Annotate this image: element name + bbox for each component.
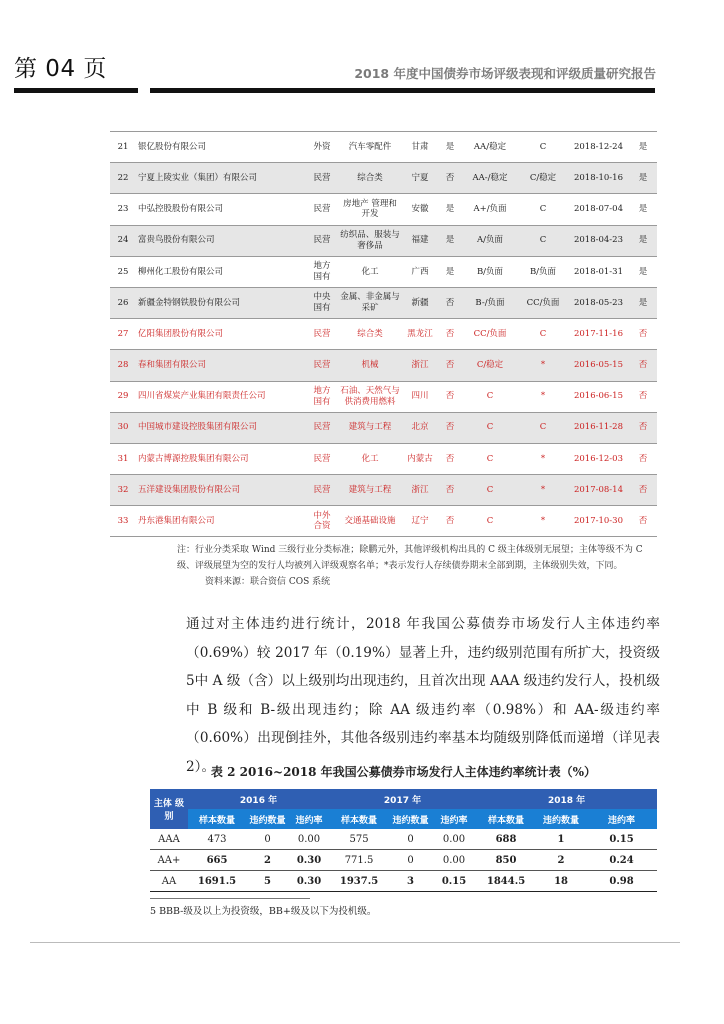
default-date: 2018-01-31 [573,266,623,277]
initial-rating: C [462,475,518,506]
rate-cell: 3 [389,871,432,892]
rate-cell: 0.00 [289,829,329,850]
table-row [110,319,657,350]
industry: 建筑与工程 [338,475,402,506]
industry: 纺织品、服装与 奢侈品 [338,225,402,256]
sub-header: 违约数量 [536,809,586,829]
observation-flag: 是 [638,266,648,277]
rate-cell: 575 [329,829,389,850]
rate-cell: 1844.5 [476,871,536,892]
initial-rating: C [462,412,518,443]
listed-flag: 否 [438,350,462,381]
table-row [110,287,657,318]
default-rating: * [540,453,546,464]
table-row [110,132,657,163]
industry: 金属、非金属与 采矿 [338,287,402,318]
industry: 综合类 [357,328,383,339]
sub-header: 违约率 [432,809,476,829]
initial-rating: AA-/稳定 [462,163,518,194]
initial-rating: CC/负面 [473,328,507,339]
ownership-type: 民营 [306,475,338,506]
note-source: 资料来源：联合资信 COS 系统 [205,577,331,587]
initial-rating: A/负面 [462,225,518,256]
industry: 化工 [361,266,379,277]
sub-header: 违约数量 [246,809,289,829]
sub-header: 违约率 [586,809,657,829]
ownership-type: 民营 [306,163,338,194]
rate-cell: 0.00 [432,829,476,850]
default-rating: CC/负面 [518,287,568,318]
footnote-rule [150,898,310,899]
rate-row [150,829,657,850]
rate-cell: 771.5 [329,850,389,871]
sub-header: 样本数量 [476,809,536,829]
default-date: 2016-12-03 [573,453,623,464]
default-rating: C [539,204,547,215]
rate-cell: 1 [536,829,586,850]
region: 新疆 [402,287,438,318]
rating-label: AA+ [150,850,188,871]
footnote: 5 BBB-级及以上为投资级，BB+级及以下为投机级。 [150,906,377,917]
header-year-2017: 2017 年 [329,789,476,809]
default-rating: C [539,328,547,339]
table-row [110,412,657,443]
rate-cell: 1937.5 [329,871,389,892]
initial-rating: B/负面 [476,266,504,277]
industry: 石油、天然气与 供消费用燃料 [340,385,400,407]
listed-flag: 否 [438,163,462,194]
default-rating: * [540,391,546,402]
initial-rating: A+/负面 [473,204,507,215]
default-rating: C [518,412,568,443]
row-number: 31 [117,453,129,464]
observation-flag: 否 [629,412,657,443]
default-rating: B/负面 [529,266,557,277]
initial-rating: C [486,516,494,527]
row-number: 21 [117,141,129,152]
row-number: 32 [110,475,136,506]
issuer-name: 富贵鸟股份有限公司 [136,225,306,256]
issuer-name: 四川省煤炭产业集团有限责任公司 [138,391,266,402]
issuer-name: 内蒙古博源控股集团有限公司 [138,453,249,464]
ownership-type: 民营 [313,328,331,339]
issuer-name: 柳州化工股份有限公司 [138,266,224,277]
initial-rating: C [486,391,494,402]
table-row [110,256,657,287]
rate-cell: 0.30 [289,850,329,871]
rate-cell: 0.24 [586,850,657,871]
observation-flag: 是 [629,225,657,256]
observation-flag: 否 [638,391,648,402]
rate-cell: 5 [246,871,289,892]
default-rating: * [518,350,568,381]
ownership-type: 民营 [306,225,338,256]
observation-flag: 否 [638,328,648,339]
row-number: 22 [110,163,136,194]
observation-flag: 是 [629,163,657,194]
rate-cell: 1691.5 [188,871,246,892]
table2-caption: 表 2 2016~2018 年我国公募债券市场发行人主体违约率统计表（%） [210,765,597,779]
default-date: 2016-06-15 [573,391,623,402]
header-rating: 主体 级别 [150,789,188,829]
ownership-type: 民营 [313,453,331,464]
row-number: 28 [110,350,136,381]
row-number: 30 [110,412,136,443]
region: 浙江 [402,350,438,381]
industry: 房地产 管理和开发 [343,198,397,220]
default-rating: C [539,141,547,152]
rate-cell: 688 [476,829,536,850]
row-number: 23 [117,204,129,215]
table-row [110,350,657,381]
issuer-name: 五洋建设集团股份有限公司 [136,475,306,506]
header-rule-right [150,88,655,93]
region: 北京 [402,412,438,443]
rate-row [150,850,657,871]
region: 甘肃 [411,141,429,152]
default-rating: * [518,475,568,506]
issuer-name: 中弘控股股份有限公司 [138,204,224,215]
sub-header: 样本数量 [329,809,389,829]
table-note [177,542,657,590]
issuer-name: 宁夏上陵实业（集团）有限公司 [136,163,306,194]
default-date: 2018-10-16 [568,163,629,194]
default-date: 2017-11-16 [573,328,623,339]
ownership-type: 民营 [306,350,338,381]
default-date: 2017-08-14 [568,475,629,506]
rate-cell: 850 [476,850,536,871]
region: 内蒙古 [407,453,433,464]
issuer-name: 丹东港集团有限公司 [138,516,215,527]
row-number: 29 [117,391,129,402]
observation-flag: 否 [638,516,648,527]
region: 宁夏 [402,163,438,194]
rate-cell: 18 [536,871,586,892]
default-rating: * [540,516,546,527]
rate-cell: 0.15 [586,829,657,850]
default-date: 2018-12-24 [573,141,623,152]
rate-cell: 2 [246,850,289,871]
observation-flag: 否 [638,453,648,464]
initial-rating: B-/负面 [462,287,518,318]
note-text: 注：行业分类采取 Wind 三级行业分类标准；除鹏元外，其他评级机构出具的 C 级主体级别无展望；主体等级不为 C 级、评级展望为空的发行人均被列入评级观察名单；*表示发行人存续债券期末全部到期，主体级别失效，下同。 [177,545,643,571]
industry: 汽车零配件 [348,141,392,152]
rate-cell: 0 [246,829,289,850]
region: 四川 [411,391,429,402]
rate-row [150,871,657,892]
table-row [110,443,657,474]
table-row [110,381,657,412]
rate-cell: 0.98 [586,871,657,892]
observation-flag: 否 [629,350,657,381]
listed-flag: 否 [445,453,455,464]
table-row [110,163,657,194]
industry: 综合类 [338,163,402,194]
rate-cell: 0.00 [432,850,476,871]
region: 黑龙江 [407,328,433,339]
default-date: 2018-07-04 [573,204,623,215]
observation-flag: 是 [629,287,657,318]
table-row [110,194,657,225]
row-number: 33 [117,516,129,527]
ownership-type: 地方 国有 [313,385,331,407]
table-row [110,475,657,506]
table-row [110,225,657,256]
footer-rule [30,942,680,943]
default-date: 2018-04-23 [568,225,629,256]
header-year-2018: 2018 年 [476,789,657,809]
header-year-2016: 2016 年 [188,789,329,809]
default-rating: C/稳定 [518,163,568,194]
rate-cell: 665 [188,850,246,871]
rate-cell: 0 [389,829,432,850]
report-title: 2018 年度中国债券市场评级表现和评级质量研究报告 [354,66,656,81]
rating-label: AA [150,871,188,892]
initial-rating: C [486,453,494,464]
default-date: 2018-05-23 [568,287,629,318]
default-rating: C [518,225,568,256]
paragraph-text: 通过对主体违约进行统计，2018 年我国公募债券市场发行人主体违约率（0.69%）较 2017 年（0.19%）显著上升，违约级别范围有所扩大，投资级5中 A 级（含）以上级别均出现违约，且首次出现 AAA 级违约发行人，投机级中 B 级和 B-级出现违约；除 AA 级违约率（0.98%）和 AA-级违约率（0.60%）出现倒挂外，其他各级别违约率基本均随级别降低而递增（详见表 2）。 [186,616,660,775]
industry: 机械 [338,350,402,381]
body-paragraph [150,610,660,781]
rate-cell: 0 [389,850,432,871]
region: 浙江 [402,475,438,506]
row-number: 26 [110,287,136,318]
table-row [110,506,657,537]
listed-flag: 否 [438,412,462,443]
industry: 化工 [361,453,379,464]
row-number: 24 [110,225,136,256]
sub-header: 样本数量 [188,809,246,829]
issuer-name: 新疆金特钢铁股份有限公司 [136,287,306,318]
rate-cell: 473 [188,829,246,850]
rating-label: AAA [150,829,188,850]
issuer-name: 中国城市建设控股集团有限公司 [136,412,306,443]
region: 广西 [411,266,429,277]
rate-cell: 2 [536,850,586,871]
listed-flag: 是 [438,225,462,256]
default-rate-table [150,789,657,892]
row-number: 25 [117,266,129,277]
region: 安徽 [411,204,429,215]
default-date: 2016-11-28 [568,412,629,443]
initial-rating: C/稳定 [462,350,518,381]
issuer-name: 春和集团有限公司 [136,350,306,381]
rate-cell: 0.30 [289,871,329,892]
listed-flag: 否 [445,516,455,527]
header-rule-left [14,88,138,93]
ownership-type: 中外 合资 [313,510,331,532]
region: 辽宁 [411,516,429,527]
ownership-type: 民营 [313,204,331,215]
row-number: 27 [117,328,129,339]
default-date: 2016-05-15 [568,350,629,381]
ownership-type: 外资 [313,141,331,152]
ownership-type: 中央 国有 [306,287,338,318]
initial-rating: AA/稳定 [473,141,507,152]
ownership-type: 民营 [306,412,338,443]
listed-flag: 否 [445,391,455,402]
default-date: 2017-10-30 [573,516,623,527]
issuer-name: 亿阳集团股份有限公司 [138,328,224,339]
observation-flag: 否 [629,475,657,506]
sub-header: 违约数量 [389,809,432,829]
listed-flag: 否 [438,287,462,318]
observation-flag: 是 [638,204,648,215]
rate-cell: 0.15 [432,871,476,892]
sub-header: 违约率 [289,809,329,829]
region: 福建 [402,225,438,256]
observation-flag: 是 [638,141,648,152]
listed-flag: 否 [438,475,462,506]
issuer-name: 银亿股份有限公司 [138,141,207,152]
page-number: 第 04 页 [14,56,107,82]
ownership-type: 地方 国有 [313,261,331,282]
industry: 交通基础设施 [344,516,396,527]
industry: 建筑与工程 [338,412,402,443]
listed-flag: 是 [445,141,455,152]
default-issuers-table [110,131,657,537]
listed-flag: 否 [445,328,455,339]
listed-flag: 是 [445,266,455,277]
listed-flag: 是 [445,204,455,215]
